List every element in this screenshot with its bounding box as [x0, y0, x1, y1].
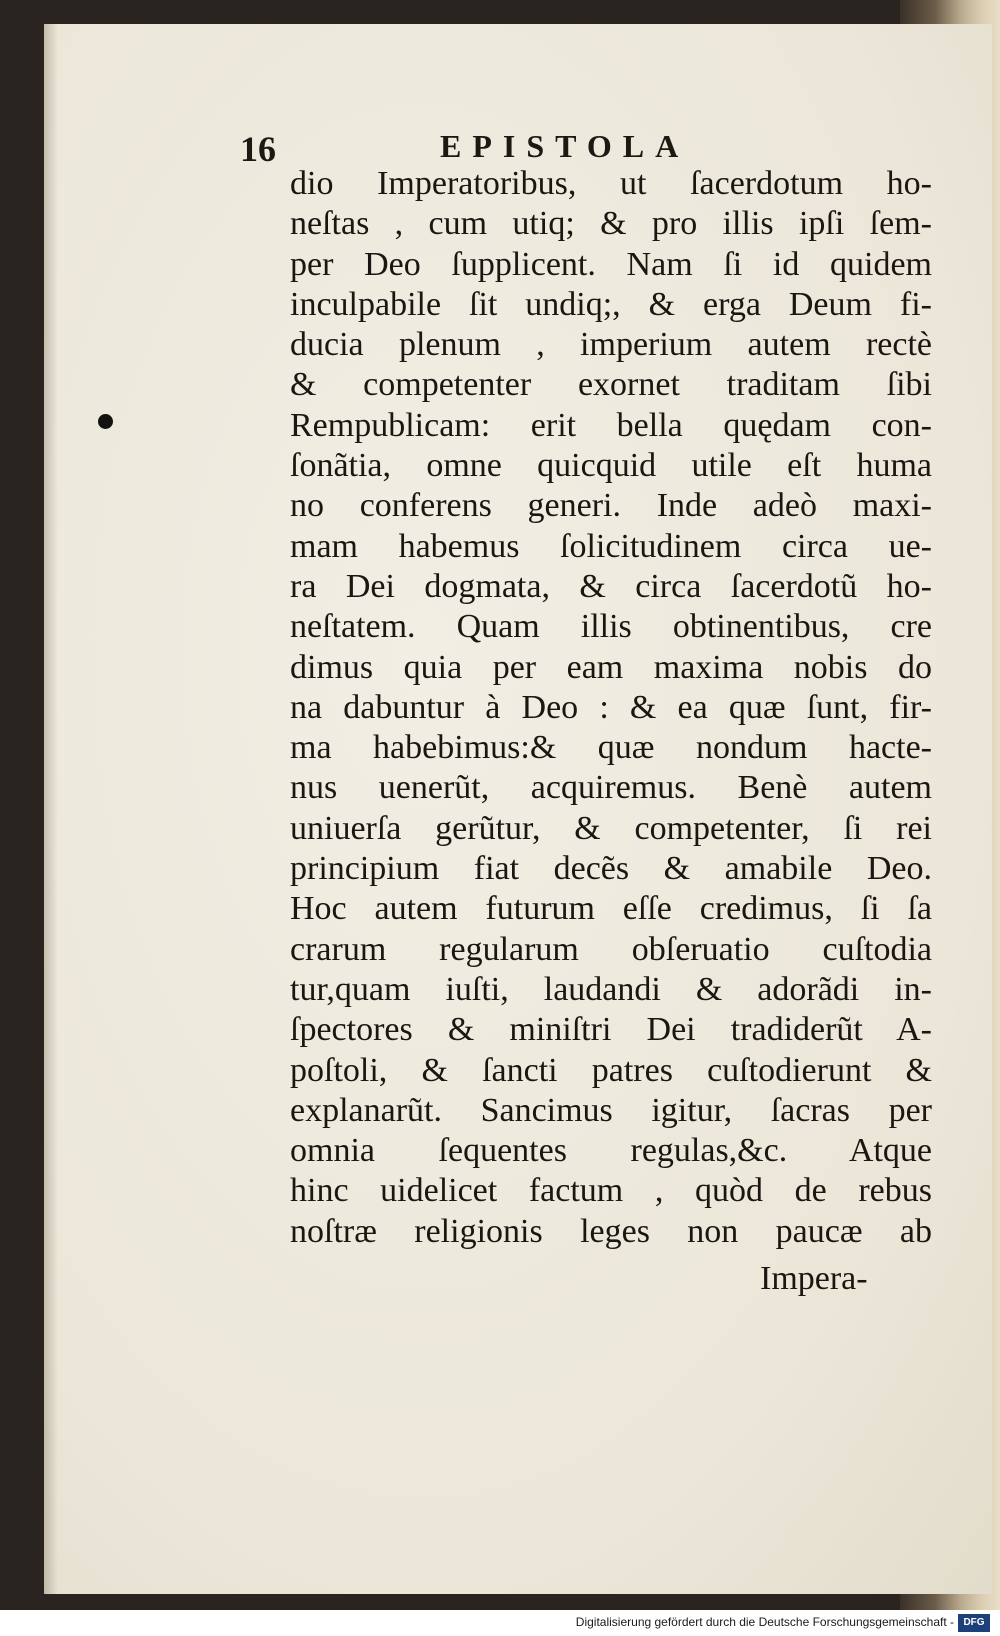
text-line: noſtræ religionis leges non paucæ ab — [290, 1212, 932, 1250]
text-line: poſtoli, & ſancti patres cuſtodierunt & — [290, 1051, 932, 1089]
text-line: inculpabile ſit undiq;, & erga Deum fi- — [290, 285, 932, 323]
text-line: dio Imperatoribus, ut ſacerdotum ho- — [290, 165, 932, 202]
text-line: crarum regularum obſeruatio cuſtodia — [290, 930, 932, 968]
page-number: 16 — [240, 129, 276, 169]
text-line: Rempublicam: erit bella quędam con- — [290, 406, 932, 444]
text-line: ſonãtia, omne quicquid utile eſt huma — [290, 447, 932, 485]
text-line: uniuerſa gerũtur, & competenter, ſi rei — [290, 809, 932, 847]
text-line: neſtatem. Quam illis obtinentibus, cre — [290, 608, 932, 646]
text-line: ma habebimus:& quæ nondum hacte- — [290, 729, 932, 767]
text-line: no conferens generi. Inde adeò maxi- — [290, 487, 932, 525]
running-head: EPISTOLA — [440, 128, 690, 164]
gutter-shadow — [44, 24, 58, 1594]
text-line: & competenter exornet traditam ſibi — [290, 366, 932, 404]
text-line: ſpectores & miniſtri Dei tradiderũt A- — [290, 1011, 932, 1049]
funding-notice: Digitalisierung gefördert durch die Deutsche Forschungsgemeinschaft - — [575, 1615, 954, 1629]
text-line: tur,quam iuſti, laudandi & adorãdi in- — [290, 970, 932, 1008]
text-line: ra Dei dogmata, & circa ſacerdotũ ho- — [290, 567, 932, 605]
text-line: principium fiat decẽs & amabile Deo. — [290, 850, 932, 888]
text-line: omnia ſequentes regulas,&c. Atque — [290, 1132, 932, 1170]
book-page — [44, 24, 992, 1594]
text-line: mam habemus ſolicitudinem circa ue- — [290, 527, 932, 565]
catchword: Impera- — [760, 1260, 868, 1297]
dfg-logo: DFG — [958, 1614, 990, 1632]
text-line: per Deo ſupplicent. Nam ſi id quidem — [290, 245, 932, 283]
body-text — [290, 164, 932, 1252]
text-line: explanarũt. Sancimus igitur, ſacras per — [290, 1091, 932, 1129]
text-line: nus uenerũt, acquiremus. Benè autem — [290, 769, 932, 807]
text-line: hinc uidelicet factum , quòd de rebus — [290, 1172, 932, 1210]
footer-bar — [0, 1610, 1000, 1636]
text-line: ducia plenum , imperium autem rectè — [290, 326, 932, 364]
text-line: neſtas , cum utiq; & pro illis ipſi ſem- — [290, 205, 932, 243]
text-line: Hoc autem futurum eſſe credimus, ſi ſa — [290, 890, 932, 928]
text-line: na dabuntur à Deo : & ea quæ ſunt, fir- — [290, 688, 932, 726]
text-line: dimus quia per eam maxima nobis do — [290, 648, 932, 686]
margin-mark — [98, 414, 113, 429]
